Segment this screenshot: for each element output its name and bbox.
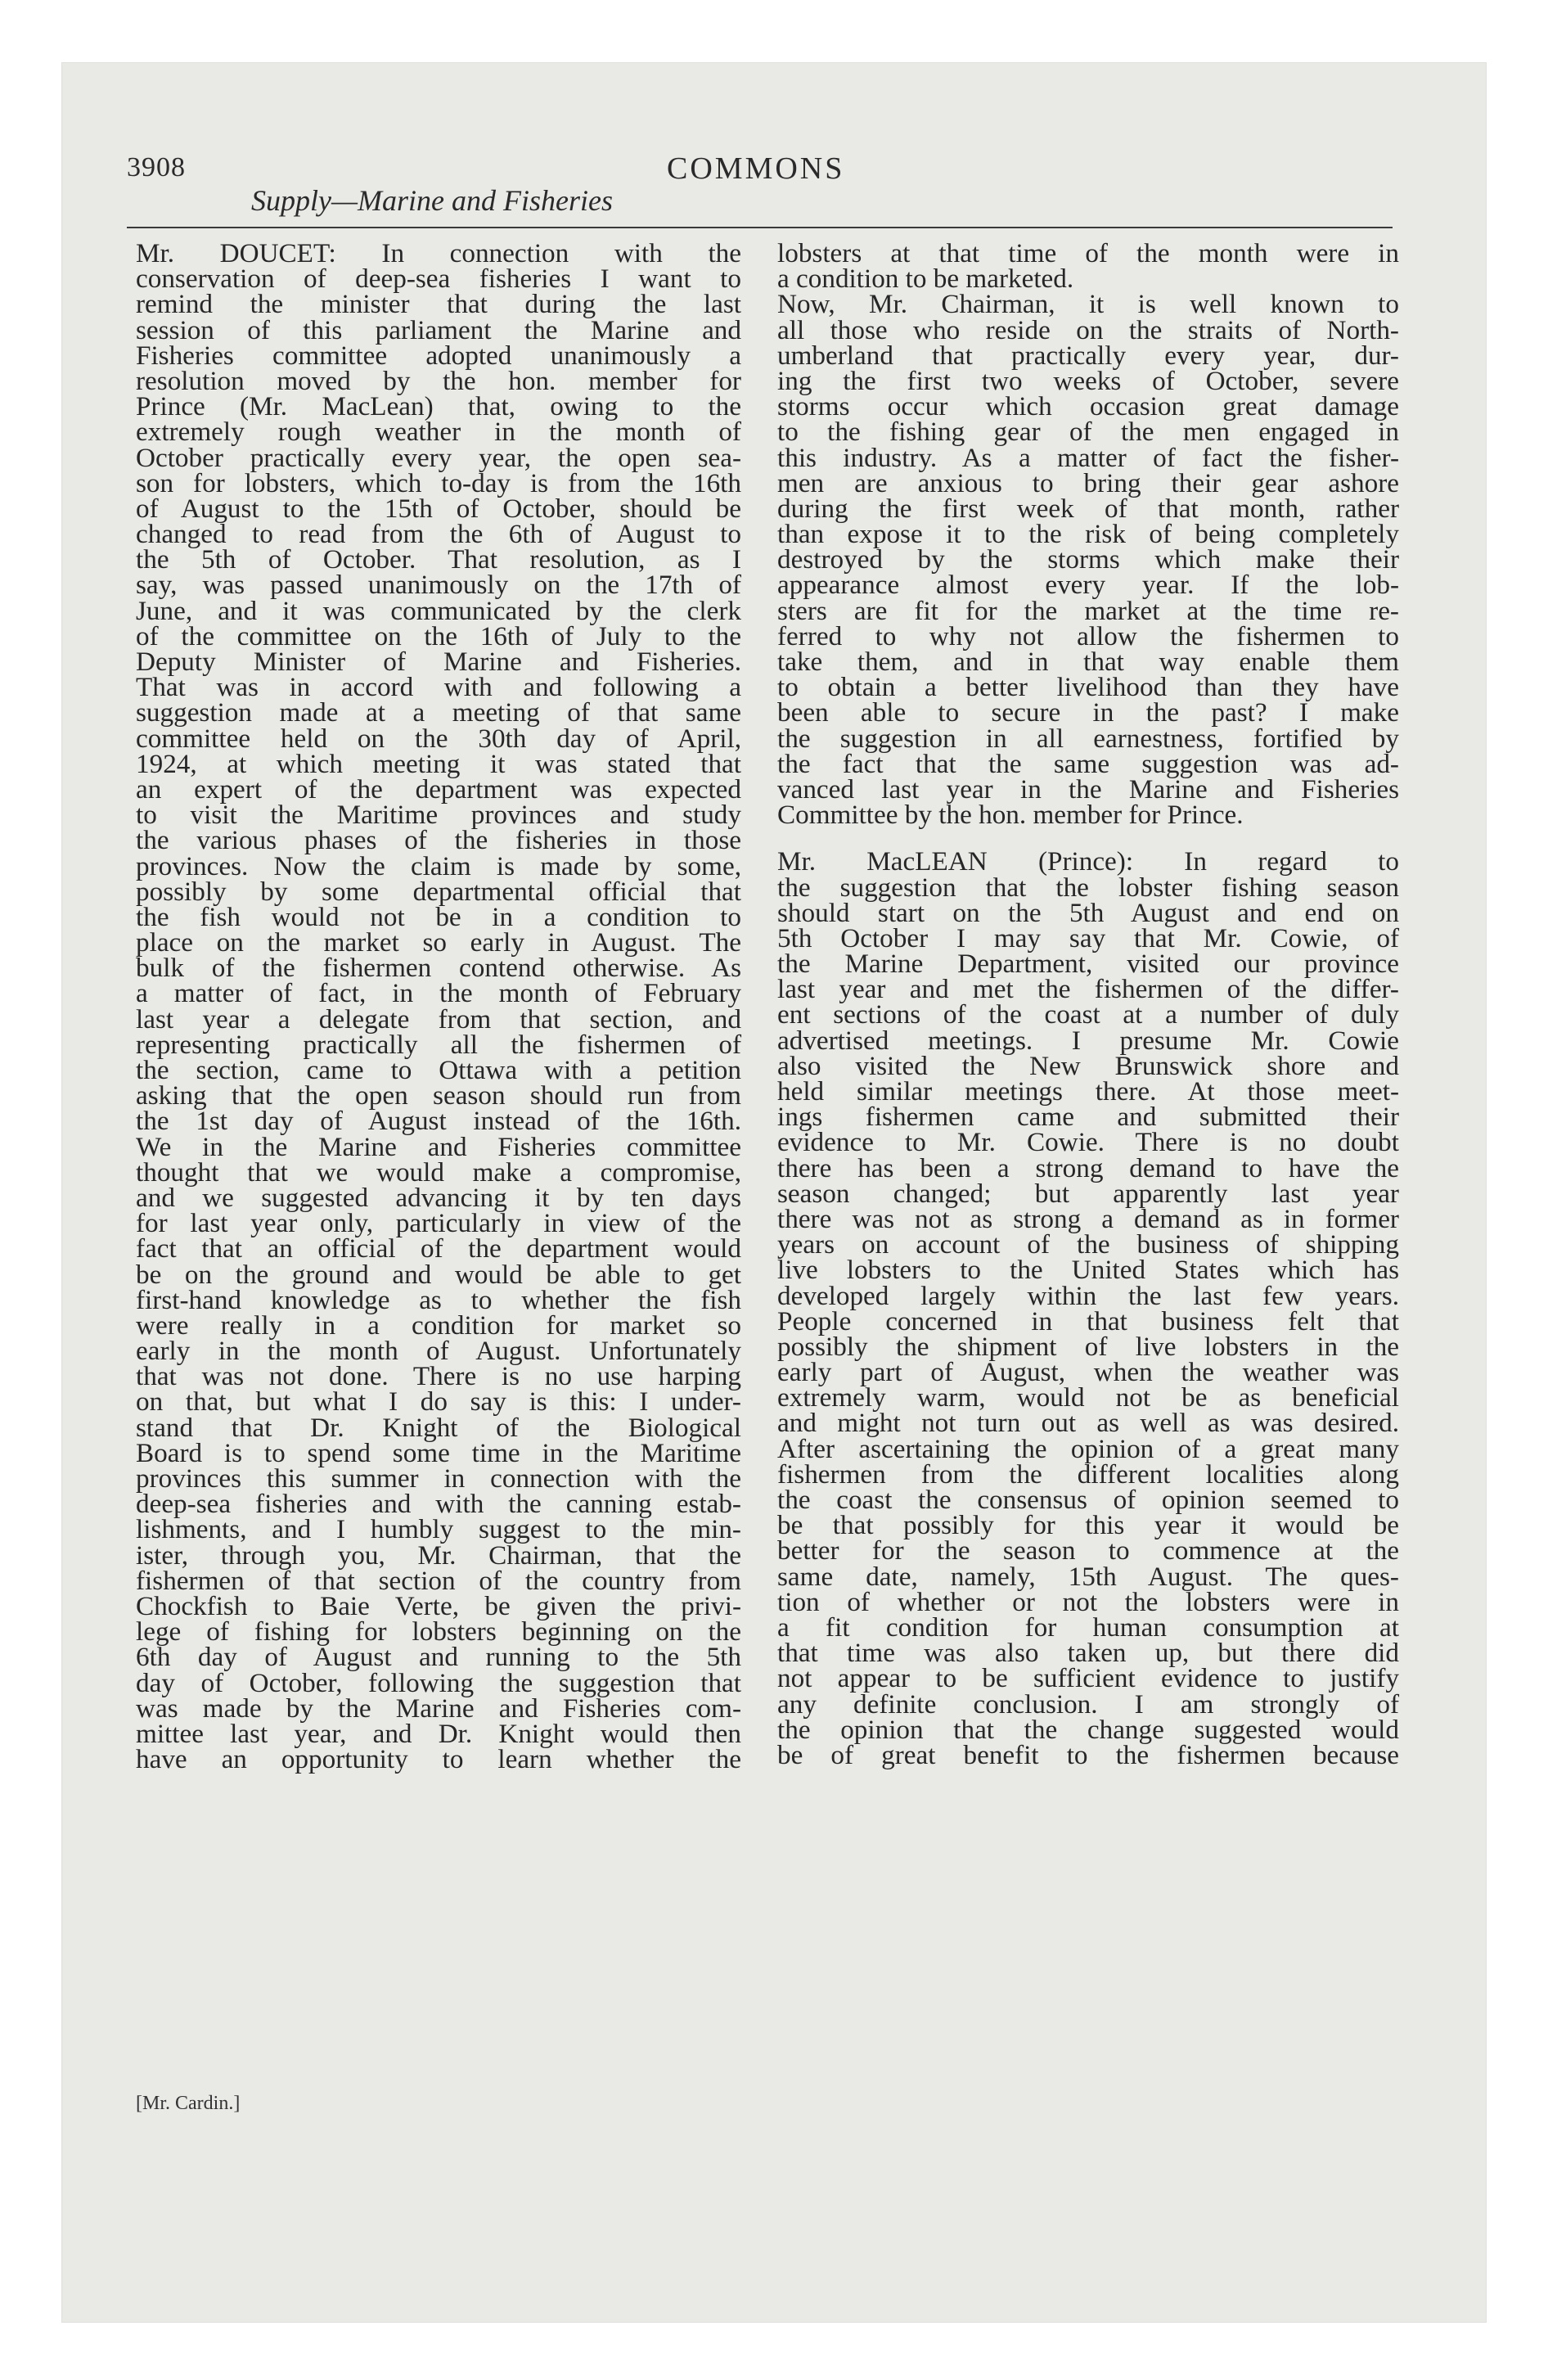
text-line: that was not done. There is no use harping bbox=[136, 1361, 741, 1392]
text-line: possibly by some departmental official that bbox=[136, 876, 741, 907]
text-line: possibly the shipment of live lobsters in the bbox=[777, 1331, 1399, 1362]
text-line: June, and it was communicated by the clerk bbox=[136, 595, 741, 626]
text-line: last year a delegate from that section, and bbox=[136, 1003, 741, 1034]
text-line: ings fishermen came and submitted their bbox=[777, 1102, 1399, 1133]
text-line: Chockfish to Baie Verte, be given the privi- bbox=[136, 1590, 741, 1621]
text-line: destroyed by the storms which make their bbox=[777, 544, 1399, 575]
text-line: ferred to why not allow the fishermen to bbox=[777, 620, 1399, 651]
section-title: Supply—Marine and Fisheries bbox=[251, 184, 613, 217]
text-line: been able to secure in the past? I make bbox=[777, 697, 1399, 728]
text-line: this industry. As a matter of fact the fisher- bbox=[777, 442, 1399, 473]
text-line: years on account of the business of shipping bbox=[777, 1229, 1399, 1260]
text-line: there has been a strong demand to have the bbox=[777, 1152, 1399, 1183]
text-line: the coast the consensus of opinion seemed to bbox=[777, 1485, 1399, 1515]
text-line: storms occur which occasion great damage bbox=[777, 391, 1399, 422]
text-line: the section, came to Ottawa with a petition bbox=[136, 1055, 741, 1085]
text-line: the 5th of October. That resolution, as I bbox=[136, 544, 741, 575]
text-line: 1924, at which meeting it was stated that bbox=[136, 748, 741, 779]
text-line: the 1st day of August instead of the 16th. bbox=[136, 1106, 741, 1137]
text-line: extremely rough weather in the month of bbox=[136, 417, 741, 448]
text-line: extremely warm, would not be as beneficial bbox=[777, 1382, 1399, 1413]
text-line: mittee last year, and Dr. Knight would then bbox=[136, 1718, 741, 1749]
text-line: of the committee on the 16th of July to the bbox=[136, 620, 741, 651]
text-line: asking that the open season should run from bbox=[136, 1080, 741, 1111]
text-line: resolution moved by the hon. member for bbox=[136, 365, 741, 396]
text-line: an expert of the department was expected bbox=[136, 773, 741, 805]
text-line: developed largely within the last few years. bbox=[777, 1280, 1399, 1311]
text-line: suggestion made at a meeting of that same bbox=[136, 697, 741, 728]
text-line: evidence to Mr. Cowie. There is no doubt bbox=[777, 1127, 1399, 1158]
text-line: 6th day of August and running to the 5th bbox=[136, 1642, 741, 1673]
text-line: that time was also taken up, but there did bbox=[777, 1638, 1399, 1669]
text-line: lege of fishing for lobsters beginning on the bbox=[136, 1616, 741, 1648]
text-line: same date, namely, 15th August. The ques- bbox=[777, 1561, 1399, 1592]
text-line: last year and met the fishermen of the differ- bbox=[777, 974, 1399, 1005]
text-line: the suggestion that the lobster fishing season bbox=[777, 872, 1399, 903]
text-line: vanced last year in the Marine and Fisheries bbox=[777, 773, 1399, 805]
text-line: stand that Dr. Knight of the Biological bbox=[136, 1412, 741, 1443]
left-column bbox=[136, 238, 741, 1775]
text-line: ing the first two weeks of October, severe bbox=[777, 365, 1399, 396]
text-line: bulk of the fishermen contend otherwise. As bbox=[136, 953, 741, 984]
text-line: provinces. Now the claim is made by some, bbox=[136, 850, 741, 881]
text-line: fishermen from the different localities along bbox=[777, 1458, 1399, 1490]
text-line: to visit the Maritime provinces and study bbox=[136, 800, 741, 831]
text-line: conservation of deep-sea fisheries I want to bbox=[136, 264, 741, 295]
text-line: during the first week of that month, rather bbox=[777, 493, 1399, 524]
text-line: Deputy Minister of Marine and Fisheries. bbox=[136, 647, 741, 677]
text-line: live lobsters to the United States which has bbox=[777, 1255, 1399, 1286]
text-line: deep-sea fisheries and with the canning estab- bbox=[136, 1489, 741, 1520]
text-line: sters are fit for the market at the time re- bbox=[777, 595, 1399, 626]
text-line: ent sections of the coast at a number of duly bbox=[777, 999, 1399, 1030]
text-line: the fish would not be in a condition to bbox=[136, 901, 741, 932]
text-line: on that, but what I do say is this: I under- bbox=[136, 1386, 741, 1418]
text-line: the Marine Department, visited our province bbox=[777, 949, 1399, 980]
text-line: Committee by the hon. member for Prince. bbox=[777, 800, 1244, 831]
text-line: Now, Mr. Chairman, it is well known to bbox=[777, 289, 1399, 320]
text-line: not appear to be sufficient evidence to justify bbox=[777, 1663, 1399, 1694]
text-line: be that possibly for this year it would be bbox=[777, 1510, 1399, 1541]
text-line: ister, through you, Mr. Chairman, that the bbox=[136, 1539, 741, 1571]
text-line: be of great benefit to the fishermen because bbox=[777, 1739, 1399, 1770]
text-line: the various phases of the fisheries in those bbox=[136, 825, 741, 856]
text-line: of August to the 15th of October, should be bbox=[136, 493, 741, 524]
text-line: thought that we would make a compromise, bbox=[136, 1156, 741, 1188]
text-line: We in the Marine and Fisheries committee bbox=[136, 1131, 741, 1162]
text-line: men are anxious to bring their gear ashore bbox=[777, 467, 1399, 498]
text-line: the suggestion in all earnestness, fortified by bbox=[777, 723, 1399, 754]
text-line: first-hand knowledge as to whether the fish bbox=[136, 1284, 741, 1315]
text-line: better for the season to commence at the bbox=[777, 1535, 1399, 1566]
text-line: there was not as strong a demand as in former bbox=[777, 1203, 1399, 1234]
text-line: tion of whether or not the lobsters were in bbox=[777, 1586, 1399, 1617]
text-line: to the fishing gear of the men engaged in bbox=[777, 417, 1399, 448]
text-line: a matter of fact, in the month of February bbox=[136, 978, 741, 1009]
text-line: 5th October I may say that Mr. Cowie, of bbox=[777, 922, 1399, 953]
text-line: remind the minister that during the last bbox=[136, 289, 741, 320]
text-line: Board is to spend some time in the Maritime bbox=[136, 1437, 741, 1468]
text-line: place on the market so early in August. The bbox=[136, 927, 741, 958]
text-line: lishments, and I humbly suggest to the min- bbox=[136, 1514, 741, 1545]
running-head: COMMONS bbox=[667, 151, 845, 186]
text-line: the fact that the same suggestion was ad- bbox=[777, 748, 1399, 779]
text-line: held similar meetings there. At those meet- bbox=[777, 1076, 1399, 1107]
text-line: umberland that practically every year, dur- bbox=[777, 340, 1399, 371]
text-line: any definite conclusion. I am strongly of bbox=[777, 1688, 1399, 1720]
text-line: appearance almost every year. If the lob- bbox=[777, 570, 1399, 601]
text-line: session of this parliament the Marine and bbox=[136, 314, 741, 345]
text-line: for last year only, particularly in view of the bbox=[136, 1208, 741, 1239]
text-line: Mr. MacLEAN (Prince): In regard to bbox=[777, 846, 1399, 877]
text-line: representing practically all the fishermen of bbox=[136, 1029, 741, 1060]
text-line: to obtain a better livelihood than they have bbox=[777, 672, 1399, 703]
right-column bbox=[777, 238, 1399, 1770]
text-line: After ascertaining the opinion of a great many bbox=[777, 1433, 1399, 1464]
text-line: and might not turn out as well as was desired. bbox=[777, 1408, 1399, 1439]
text-line: a condition to be marketed. bbox=[777, 264, 1074, 295]
text-line: be on the ground and would be able to get bbox=[136, 1259, 741, 1290]
text-line: Mr. DOUCET: In connection with the bbox=[136, 238, 741, 268]
page-number: 3908 bbox=[127, 152, 186, 183]
text-line: also visited the New Brunswick shore and bbox=[777, 1050, 1399, 1081]
text-line: take them, and in that way enable them bbox=[777, 647, 1399, 677]
text-line: October practically every year, the open sea- bbox=[136, 442, 741, 473]
text-line: all those who reside on the straits of North- bbox=[777, 314, 1399, 345]
text-line: People concerned in that business felt that bbox=[777, 1305, 1399, 1336]
text-line: should start on the 5th August and end on bbox=[777, 897, 1399, 928]
text-line: That was in accord with and following a bbox=[136, 672, 741, 703]
text-line: than expose it to the risk of being completely bbox=[777, 519, 1399, 550]
text-line: early in the month of August. Unfortunately bbox=[136, 1336, 741, 1367]
text-line: lobsters at that time of the month were in bbox=[777, 238, 1399, 268]
text-line: season changed; but apparently last year bbox=[777, 1178, 1399, 1209]
text-line: and we suggested advancing it by ten days bbox=[136, 1182, 741, 1213]
text-line: committee held on the 30th day of April, bbox=[136, 723, 741, 754]
text-line: changed to read from the 6th of August to bbox=[136, 519, 741, 550]
text-line: say, was passed unanimously on the 17th of bbox=[136, 570, 741, 601]
header-rule bbox=[127, 227, 1393, 228]
text-line: have an opportunity to learn whether the bbox=[136, 1744, 741, 1775]
text-line: fact that an official of the department would bbox=[136, 1233, 741, 1264]
page-header bbox=[127, 147, 1391, 229]
footnote: [Mr. Cardin.] bbox=[136, 2093, 241, 2114]
text-line: early part of August, when the weather was bbox=[777, 1357, 1399, 1388]
text-line: day of October, following the suggestion that bbox=[136, 1667, 741, 1698]
text-line: fishermen of that section of the country from bbox=[136, 1565, 741, 1596]
text-line: son for lobsters, which to-day is from the 16th bbox=[136, 467, 741, 498]
text-line: the opinion that the change suggested would bbox=[777, 1714, 1399, 1745]
text-line: Fisheries committee adopted unanimously a bbox=[136, 340, 741, 371]
text-line: advertised meetings. I presume Mr. Cowie bbox=[777, 1025, 1399, 1056]
text-line: were really in a condition for market so bbox=[136, 1309, 741, 1341]
text-line: Prince (Mr. MacLean) that, owing to the bbox=[136, 391, 741, 422]
text-line: a fit condition for human consumption at bbox=[777, 1611, 1399, 1643]
text-line: was made by the Marine and Fisheries com- bbox=[136, 1693, 741, 1724]
text-line: provinces this summer in connection with the bbox=[136, 1463, 741, 1494]
